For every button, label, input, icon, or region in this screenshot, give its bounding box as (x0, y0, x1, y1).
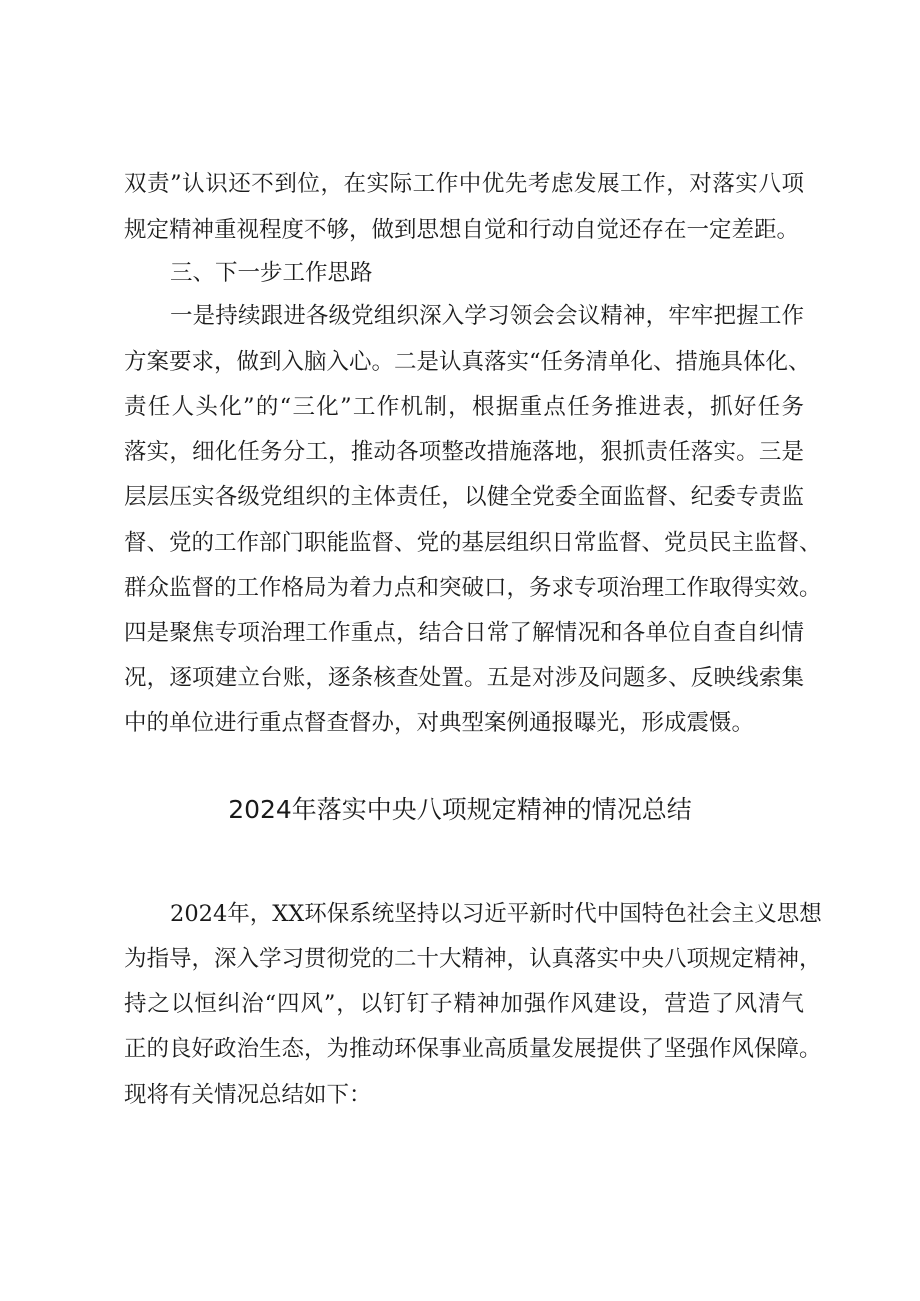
paragraph-line: 2024年，XX环保系统坚持以习近平新时代中国特色社会主义思想 (170, 901, 822, 927)
paragraph-line: 中的单位进行重点督查督办，对典型案例通报曝光，形成震慑。 (124, 710, 755, 736)
paragraph-line: 群众监督的工作格局为着力点和突破口，务求专项治理工作取得实效。 (124, 575, 822, 601)
paragraph-line: 为指导，深入学习贯彻党的二十大精神，认真落实中央八项规定精神， (124, 946, 822, 972)
paragraph-line: 规定精神重视程度不够，做到思想自觉和行动自觉还存在一定差距。 (124, 217, 800, 243)
paragraph-line: 一是持续跟进各级党组织深入学习领会会议精神，牢牢把握工作 (170, 303, 804, 329)
paragraph-line: 双责”认识还不到位，在实际工作中优先考虑发展工作，对落实八项 (124, 171, 804, 197)
paragraph-line: 况，逐项建立台账，逐条核查处置。五是对涉及问题多、反映线索集 (124, 665, 804, 691)
paragraph-line: 正的良好政治生态，为推动环保事业高质量发展提供了坚强作风保障。 (124, 1036, 822, 1062)
paragraph-line: 督、党的工作部门职能监督、党的基层组织日常监督、党员民主监督、 (124, 530, 822, 556)
paragraph-line: 四是聚焦专项治理工作重点，结合日常了解情况和各单位自查自纠情 (124, 620, 804, 646)
paragraph-line: 现将有关情况总结如下： (124, 1082, 372, 1108)
paragraph-line: 持之以恒纠治“四风”，以钉钉子精神加强作风建设，营造了风清气 (124, 991, 804, 1017)
paragraph-line: 落实，细化任务分工，推动各项整改措施落地，狠抓责任落实。三是 (124, 439, 804, 465)
paragraph-line: 方案要求，做到入脑入心。二是认真落实“任务清单化、措施具体化、 (124, 349, 811, 375)
paragraph-line: 责任人头化”的“三化”工作机制，根据重点任务推进表，抓好任务 (124, 394, 804, 420)
section-heading: 三、下一步工作思路 (170, 260, 373, 286)
document-title: 2024年落实中央八项规定精神的情况总结 (228, 795, 692, 824)
paragraph-line: 层层压实各级党组织的主体责任，以健全党委全面监督、纪委专责监 (124, 484, 804, 510)
